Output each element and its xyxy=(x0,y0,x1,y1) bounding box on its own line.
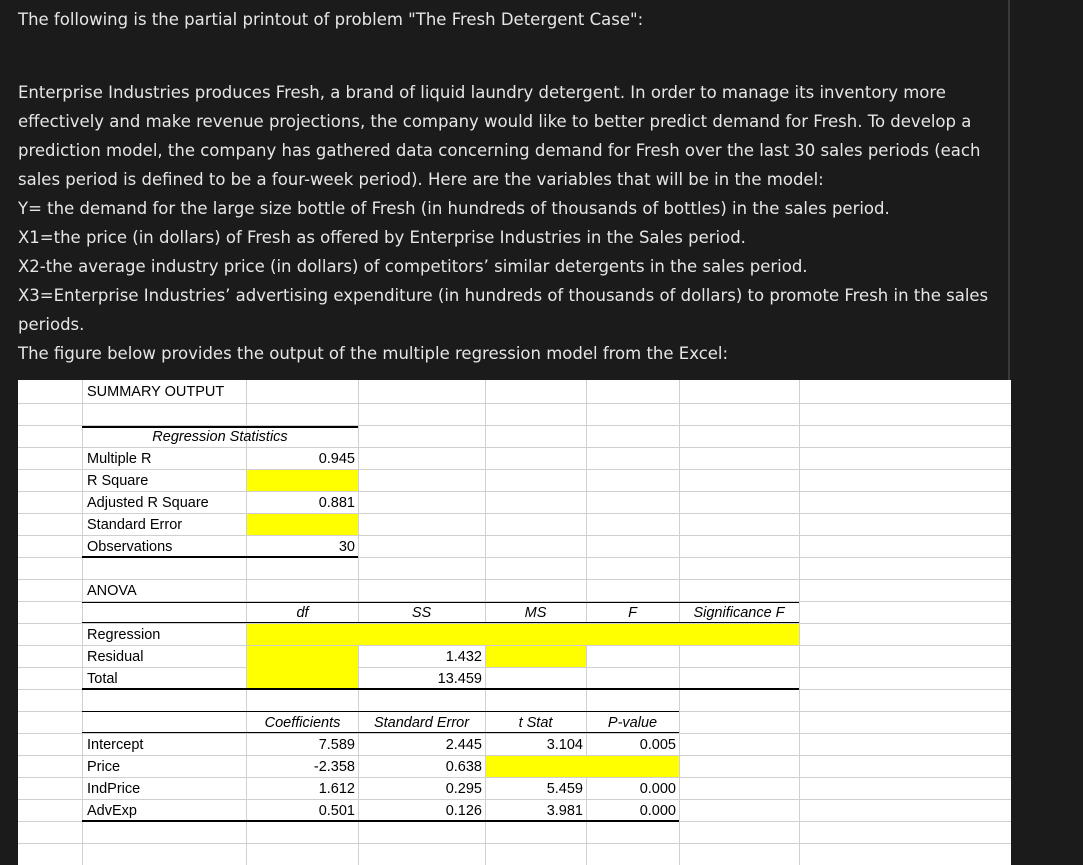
coef-header-coefficients: Coefficients xyxy=(264,715,341,731)
stat-label: R Square xyxy=(87,473,149,489)
anova-row-label: Regression xyxy=(87,627,161,643)
stat-label: Standard Error xyxy=(87,517,183,533)
stat-value: 0.881 xyxy=(318,495,355,511)
se-value: 0.638 xyxy=(445,759,482,775)
anova-row-label: Total xyxy=(87,671,118,687)
problem-heading: The following is the partial printout of problem "The Fresh Detergent Case": xyxy=(18,10,644,29)
coef-header-standard-error: Standard Error xyxy=(373,715,470,731)
variable-y: Y= the demand for the large size bottle of Fresh (in hundreds of thousands of bottles) in the sales period. xyxy=(18,199,890,218)
variable-x1: X1=the price (in dollars) of Fresh as offered by Enterprise Industries in the Sales period. xyxy=(18,228,746,247)
coef-row-label: AdvExp xyxy=(87,803,137,819)
intro-paragraph: Enterprise Industries produces Fresh, a brand of liquid laundry detergent. In order to manage its inventory more effectively and make revenue projections, the company would like to better predict demand for Fresh. To develop a prediction model, the company has gathered data concerning demand for Fresh over the last 30 sales periods (each sales period is defined to be a four-week period). Here are the variables that will be in the model: xyxy=(18,83,981,189)
stat-label: Observations xyxy=(87,539,173,555)
figure-caption: The figure below provides the output of the multiple regression model from the Excel: xyxy=(18,344,729,363)
anova-header-significance-f: Significance F xyxy=(693,605,785,621)
p-value: 0.005 xyxy=(639,737,676,753)
stat-label: Adjusted R Square xyxy=(87,495,209,511)
coef-row-label: Price xyxy=(87,759,121,775)
coef-row-label: Intercept xyxy=(87,737,144,753)
anova-header-ss: SS xyxy=(411,605,432,621)
variable-x2: X2-the average industry price (in dollars) of competitors’ similar detergents in the sales period. xyxy=(18,257,808,276)
anova-ss-value: 13.459 xyxy=(437,671,482,687)
coef-header-p-value: P-value xyxy=(607,715,658,731)
variable-x3: X3=Enterprise Industries’ advertising expenditure (in hundreds of thousands of dollars) to promote Fresh in the sales periods. xyxy=(18,286,989,334)
regression-statistics-header: Regression Statistics xyxy=(152,429,288,445)
stat-value: 0.945 xyxy=(318,451,355,467)
p-value: 0.000 xyxy=(639,803,676,819)
t-stat-value: 5.459 xyxy=(546,781,583,797)
se-value: 0.126 xyxy=(445,803,482,819)
stat-label: Multiple R xyxy=(87,451,152,467)
coef-header-t-stat: t Stat xyxy=(518,715,553,731)
t-stat-value: 3.104 xyxy=(546,737,583,753)
problem-description xyxy=(18,78,993,368)
se-value: 0.295 xyxy=(445,781,482,797)
residual-df-blank xyxy=(247,646,358,689)
anova-header-f: F xyxy=(628,605,637,621)
p-value: 0.000 xyxy=(639,781,676,797)
anova-row-label: Residual xyxy=(87,649,144,665)
anova-ss-value: 1.432 xyxy=(445,649,482,665)
coef-value: 0.501 xyxy=(318,803,355,819)
anova-header-df: df xyxy=(296,605,309,621)
price-stats-blank xyxy=(486,756,679,777)
se-value: 2.445 xyxy=(445,737,482,753)
coef-row-label: IndPrice xyxy=(87,781,141,797)
anova-header-ms: MS xyxy=(524,605,547,621)
stat-value: 30 xyxy=(338,539,355,555)
anova-title: ANOVA xyxy=(87,583,137,599)
residual-ms-blank xyxy=(486,646,586,667)
coef-value: -2.358 xyxy=(313,759,355,775)
coef-value: 7.589 xyxy=(318,737,355,753)
stat-value xyxy=(247,471,355,492)
summary-output-title: SUMMARY OUTPUT xyxy=(87,384,225,400)
excel-regression-output xyxy=(18,380,1011,865)
regression-row-blank xyxy=(247,624,799,645)
stat-value xyxy=(247,515,355,536)
coef-value: 1.612 xyxy=(318,781,355,797)
t-stat-value: 3.981 xyxy=(546,803,583,819)
